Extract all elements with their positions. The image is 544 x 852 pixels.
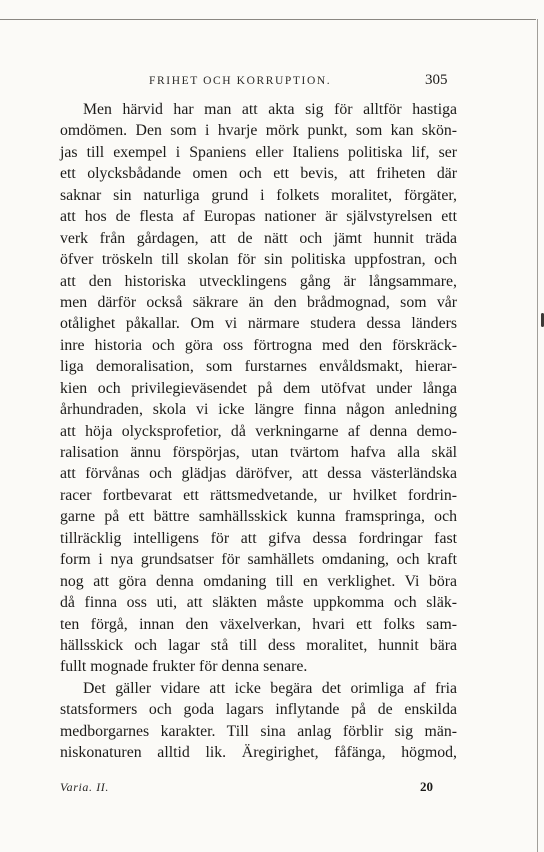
signature-mark: Varia. II.: [60, 780, 109, 794]
text-line: ralisation ännu förspörjas, utan tvärtom hafva alla skäl: [60, 444, 457, 461]
text-line: hällsskick och lagar stå till dess moralitet, hunnit bära: [60, 636, 457, 654]
text-line: saknar sin naturliga grund i folkets moralitet, förgäter,: [60, 186, 457, 204]
running-head: FRIHET OCH KORRUPTION.: [149, 75, 332, 87]
signature-number: 20: [420, 779, 433, 794]
text-line: statsformers och goda lagars inflytande på de enskilda: [60, 701, 457, 719]
text-line: tillräcklig intelligens för att gifva dessa fordringar fast: [60, 529, 457, 547]
text-line: då finna oss uti, att släkten måste uppkomma och släk-: [60, 594, 457, 612]
paragraph-1: [60, 99, 457, 678]
text-line: medborgarnes karakter. Till sina anlag förblir sig män-: [60, 722, 457, 740]
text-line: kien och privilegieväsendet på dem utöfvat under långa: [60, 379, 457, 397]
top-rule: [0, 19, 536, 20]
text-line: ten förgå, innan den växelverkan, hvari ett folks sam-: [60, 615, 457, 633]
text-line: nog att göra denna omdaning till en verklighet. Vi böra: [60, 572, 457, 590]
text-line: racer fortbevarat ett rättsmedvetande, ur hvilket fordrin-: [60, 486, 457, 504]
text-line: jas till exempel i Spaniens eller Italiens politiska lif, ser: [60, 143, 457, 161]
text-line: verk från gårdagen, att de nätt och jämt hunnit träda: [60, 229, 457, 247]
text-line: omdömen. Den som i hvarje mörk punkt, som kan skön-: [60, 122, 457, 140]
text-line: otålighet påkallar. Om vi närmare studera dessa länders: [60, 315, 457, 333]
text-line: att hos de flesta af Europas nationer är självstyrelsen ett: [60, 208, 457, 226]
text-line: niskonaturen alltid lik. Äregirighet, fåfänga, högmod,: [60, 744, 457, 762]
text-line: fullt mognade frukter för denna senare.: [60, 658, 308, 676]
body-text: [60, 99, 457, 764]
text-line: århundraden, skola vi icke längre finna någon anledning: [60, 401, 457, 419]
text-line: form i nya grundsatser för samhällets omdaning, och kraft: [60, 551, 457, 569]
text-line: garne på ett bättre samhällsskick kunna framspringa, och: [60, 508, 457, 526]
page-edge: [537, 19, 538, 852]
text-line: men därför också säkrare än den brådmognad, som vår: [60, 293, 457, 311]
text-line: ett olycksbådande omen och ett bevis, att friheten där: [60, 165, 457, 183]
text-line: Det gäller vidare att icke begära det orimliga af fria: [83, 679, 457, 697]
text-line: öfver tröskeln till skolan för sin politiska uppfostran, och: [60, 251, 457, 269]
paragraph-2: [60, 678, 457, 764]
text-line: att förvånas och glädjas däröfver, att dessa västerländska: [60, 465, 457, 483]
text-line: att höja olycksprofetior, då verkningarne af denna demo-: [60, 422, 457, 440]
text-line: inre historia och göra oss förtrogna med den förskräck-: [60, 336, 457, 354]
text-line: Men härvid har man att akta sig för alltför hastiga: [83, 101, 457, 118]
page-number: 305: [425, 72, 448, 88]
text-line: liga demoralisation, som furstarnes envåldsmakt, hierar-: [60, 358, 457, 376]
text-line: att den historiska utvecklingens gång är långsammare,: [60, 272, 457, 290]
